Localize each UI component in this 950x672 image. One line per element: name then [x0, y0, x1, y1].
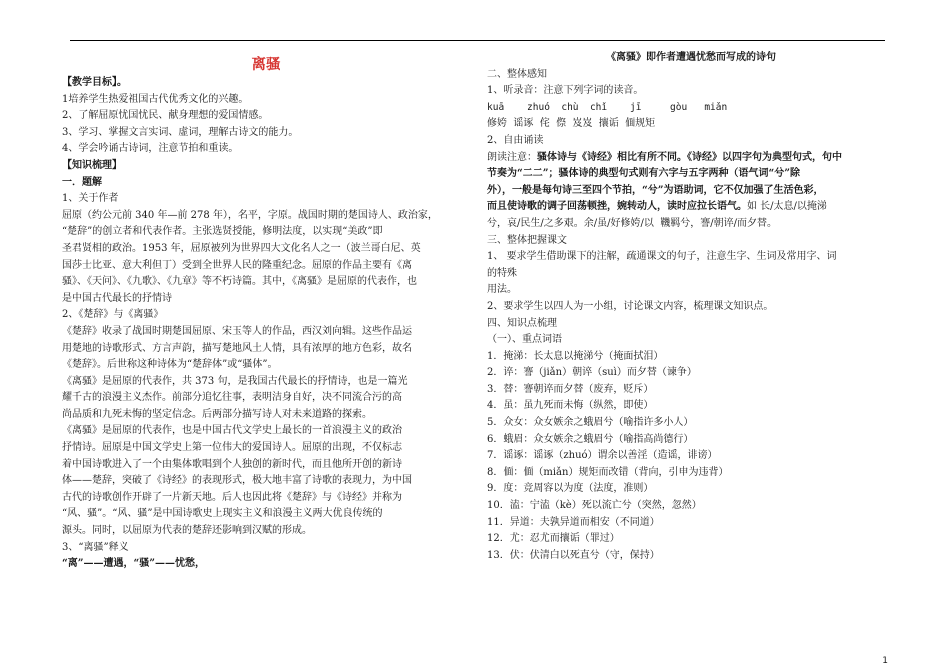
paragraph-line: 用法。 — [487, 284, 517, 296]
subheading: 1、听录音：注意下列字词的读音。 — [487, 85, 644, 97]
recite-block — [487, 199, 895, 216]
paragraph-line: 的特殊 — [487, 267, 517, 279]
paragraph-line: 用楚地的诗歌形式、方言声韵，描写楚地风土人情，具有浓厚的地方色彩，故名 — [62, 342, 412, 354]
vocab-item: 8．偭：偭（miǎn）规矩而改错（背向，引申为违背） — [487, 466, 729, 478]
goal-item: 2、了解屈原忧国忧民、献身理想的爱国情感。 — [62, 110, 269, 122]
goal-item: 3、学习、掌握文言实词、虚词，理解古诗文的能力。 — [62, 126, 299, 138]
paragraph-line: “风、骚”。“风、骚”是中国诗歌史上现实主义和浪漫主义两大优良传统的 — [62, 508, 383, 520]
pinyin-line: kuā zhuó chù chǐ jī gòu miǎn — [487, 101, 728, 113]
vocab-item: 7．谣诼：谣诼（zhuó）谓余以善淫（造谣，诽谤） — [487, 450, 718, 462]
paragraph-line: 源头。同时，以屈原为代表的楚辞还影响到汉赋的形成。 — [62, 525, 312, 537]
vocab-item: 12．尤：忍尤而攘诟（罪过） — [487, 533, 620, 545]
paragraph-line: 《楚辞》。后世称这种诗体为“楚辞体”或“骚体”。 — [62, 359, 278, 371]
vocab-item: 6．蛾眉：众女嫉余之蛾眉兮（喻指高尚德行） — [487, 433, 694, 445]
knowledge-heading: 【知识梳理】 — [62, 159, 122, 171]
paragraph-line: 体——楚辞，突破了《诗经》的表现形式，极大地丰富了诗歌的表现力，为中国 — [62, 475, 412, 487]
recite-label: 朗读注意： — [487, 151, 537, 163]
paragraph-line: 圣君贤相的政治。1953 年，屈原被列为世界四大文化名人之一（波兰哥白尼、英 — [62, 242, 421, 254]
paragraph-line: 《离骚》是屈原的代表作，共 373 句，是我国古代最长的抒情诗，也是一篇光 — [62, 375, 408, 387]
section-title: 二、整体感知 — [487, 68, 547, 80]
goal-item: 4、学会吟诵古诗词，注意节拍和重读。 — [62, 143, 239, 155]
right-column — [487, 50, 895, 564]
recite-bold: 而且使诗歌的调子回荡顿挫，婉转动人，读时应拉长语气。 — [487, 201, 747, 213]
vocab-characters: 修姱 谣诼 侘 傺 岌岌 攘诟 偭规矩 — [487, 118, 656, 130]
subheading: 1、关于作者 — [62, 193, 119, 205]
subheading: 2、《楚辞》与《离骚》 — [62, 309, 164, 321]
vocab-item: 13．伏：伏清白以死直兮（守，保持） — [487, 549, 660, 561]
top-rule — [70, 40, 885, 41]
paragraph-line: “楚辞”的创立者和代表作者。主张选贤授能，修明法度，以实现“美政”即 — [62, 226, 383, 238]
vocab-item: 4．虽：虽九死而未悔（纵然，即使） — [487, 400, 654, 412]
vocab-item: 5．众女：众女嫉余之蛾眉兮（喻指许多小人） — [487, 417, 694, 429]
explain-line: “离”——遭遇，“骚”——忧愁， — [62, 558, 206, 570]
subheading: 2、自由诵读 — [487, 134, 544, 146]
subheading: 3、“离骚”释义 — [62, 541, 129, 553]
page-title: 离骚 — [251, 56, 281, 73]
recite-bold: 节奏为“二二”；骚体诗的典型句式则有六字与五字两种（语气词“兮”除 — [487, 168, 801, 180]
vocab-item: 10．溘：宁溘（kè）死以流亡兮（突然，忽然） — [487, 500, 702, 512]
recite-bold: 骚体诗与《诗经》相比有所不同。《诗经》以四字句为典型句式，句中 — [537, 151, 842, 163]
subheading: （一）、重点词语 — [487, 334, 562, 346]
paragraph-line: 耀千古的浪漫主义杰作。前部分追忆往事，表明洁身自好，决不同流合污的高 — [62, 392, 402, 404]
recite-examples: 兮，哀/民生/之多艰。余/虽/好修姱/以 鞿羁兮，謇/朝谇/而夕替。 — [487, 217, 777, 229]
vocab-item: 2．谇：謇（jiǎn）朝谇（suì）而夕替（谏争） — [487, 367, 697, 379]
paragraph-line: 2、要求学生以四人为一小组，讨论课文内容，梳理课文知识点。 — [487, 300, 774, 312]
paragraph-line: 尚品质和九死未悔的坚定信念。后两部分描写诗人对未来道路的探索。 — [62, 408, 372, 420]
paragraph-line: 国莎士比亚、意大利但丁）受到全世界人民的隆重纪念。屈原的作品主要有《离 — [62, 259, 412, 271]
paragraph-line: 1、 要求学生借助课下的注解，疏通课文的句子，注意生字、生词及常用字、词 — [487, 251, 837, 263]
paragraph-line: 《离骚》是屈原的代表作，也是中国古代文学史上最长的一首浪漫主义的政治 — [62, 425, 402, 437]
goal-item: 1培养学生热爱祖国古代优秀文化的兴趣。 — [62, 93, 249, 105]
paragraph-line: 骚》、《天问》、《九歌》、《九章》等不朽诗篇。其中，《离骚》是屈原的代表作，也 — [62, 276, 417, 288]
paragraph-line: 《楚辞》收录了战国时期楚国屈原、宋玉等人的作品，西汉刘向辑。这些作品运 — [62, 325, 412, 337]
paragraph-line: 屈原（约公元前 340 年—前 278 年），名平，字原。战国时期的楚国诗人、政治家， — [62, 209, 438, 221]
recite-tail: 如 长/太息/以掩涕 — [747, 201, 827, 213]
vocab-item: 1．掩涕：长太息以掩涕兮（掩面拭泪） — [487, 350, 664, 362]
paragraph-line: 古代的诗歌创作开辟了一片新天地。后人也因此将《楚辞》与《诗经》并称为 — [62, 491, 402, 503]
page-number: 1 — [882, 656, 888, 666]
paragraph-line: 抒情诗。屈原是中国文学史上第一位伟大的爱国诗人。屈原的出现，不仅标志 — [62, 442, 402, 454]
explain-continuation: 《离骚》即作者遭遇忧愁而写成的诗句 — [606, 52, 776, 63]
vocab-item: 11．异道：夫孰异道而相安（不同道） — [487, 516, 660, 528]
vocab-item: 3．替：謇朝谇而夕替（废弃，贬斥） — [487, 383, 654, 395]
section-title: 四、知识点梳理 — [487, 317, 557, 329]
section-title: 三、整体把握课文 — [487, 234, 567, 246]
left-column — [62, 50, 470, 573]
section-title: 一．题解 — [62, 176, 102, 188]
recite-block — [487, 150, 895, 167]
paragraph-line: 着中国诗歌进入了一个由集体歌唱到个人独创的新时代，而且他所开创的新诗 — [62, 458, 402, 470]
goals-heading: 【教学目标】。 — [62, 77, 127, 88]
vocab-item: 9．度：竞周容以为度（法度，准则） — [487, 483, 654, 495]
paragraph-line: 是中国古代最长的抒情诗 — [62, 292, 172, 304]
recite-bold: 外），一般是每句诗三至四个节拍，“兮”为语助词，它不仅加强了生活色彩， — [487, 184, 824, 196]
